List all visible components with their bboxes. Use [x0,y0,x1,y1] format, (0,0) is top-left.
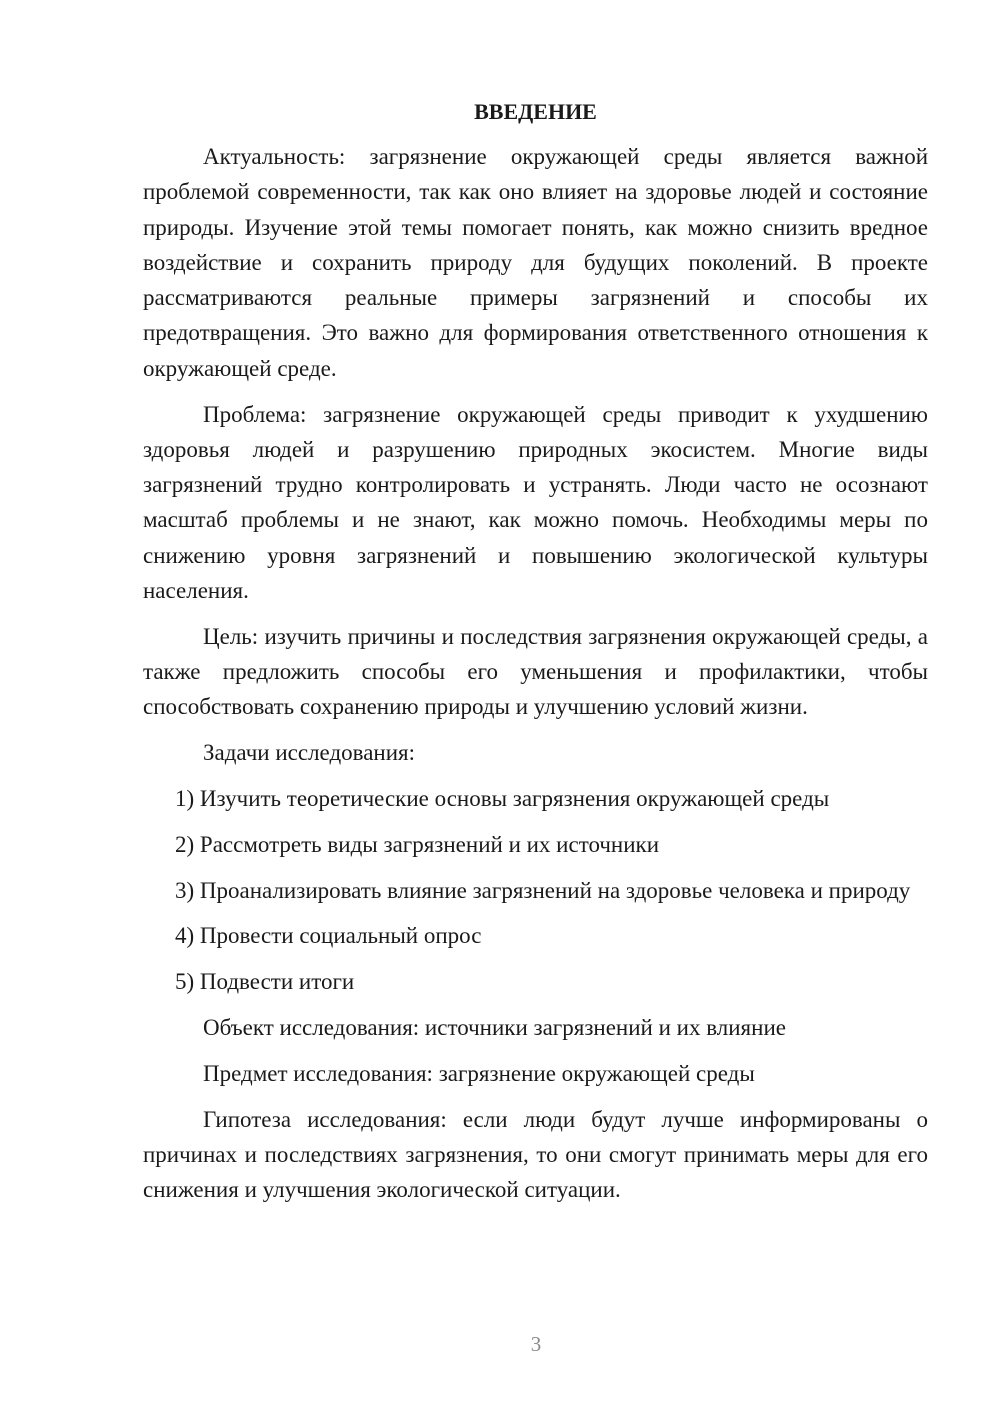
task-item-4: 4) Провести социальный опрос [175,923,482,949]
page-title: ВВЕДЕНИЕ [474,99,597,124]
goal-paragraph: Цель: изучить причины и последствия загрязнения окружающей среды, а также предложить способы его уменьшения и профилактики, чтобы способствовать сохранению природы и улучшению условий жизни. [143,623,928,720]
task-item-2: 2) Рассмотреть виды загрязнений и их источники [175,831,660,857]
hypothesis-paragraph: Гипотеза исследования: если люди будут лучше информированы о причинах и последствиях загрязнения, то они смогут принимать меры для его снижения и улучшения экологической ситуации. [143,1106,928,1203]
tasks-heading: Задачи исследования: [203,740,416,766]
problem-paragraph: Проблема: загрязнение окружающей среды приводит к ухудшению здоровья людей и разрушению природных экосистем. Многие виды загрязнений трудно контролировать и устранять. Люди часто не осознают масштаб проблемы и не знают, как можно помочь. Необходимы меры по снижению уровня загрязнений и повышению экологической культуры населения. [143,401,928,604]
relevance-paragraph: Актуальность: загрязнение окружающей среды является важной проблемой современности, так как оно влияет на здоровье людей и состояние природы. Изучение этой темы помогает понять, как можно снизить вредное воздействие и сохранить природу для будущих поколений. В проекте рассматриваются реальные примеры загрязнений и способы их предотвращения. Это важно для формирования ответственного отношения к окружающей среде. [143,144,928,381]
research-object-paragraph: Объект исследования: источники загрязнений и их влияние [203,1015,786,1041]
research-subject-paragraph: Предмет исследования: загрязнение окружающей среды [203,1060,755,1086]
page-content [143,94,928,1218]
task-item-1: 1) Изучить теоретические основы загрязнения окружающей среды [175,786,830,812]
task-item-3: 3) Проанализировать влияние загрязнений на здоровье человека и природу [175,877,911,903]
page-number: 3 [530,1332,542,1356]
task-item-5: 5) Подвести итоги [175,969,355,995]
